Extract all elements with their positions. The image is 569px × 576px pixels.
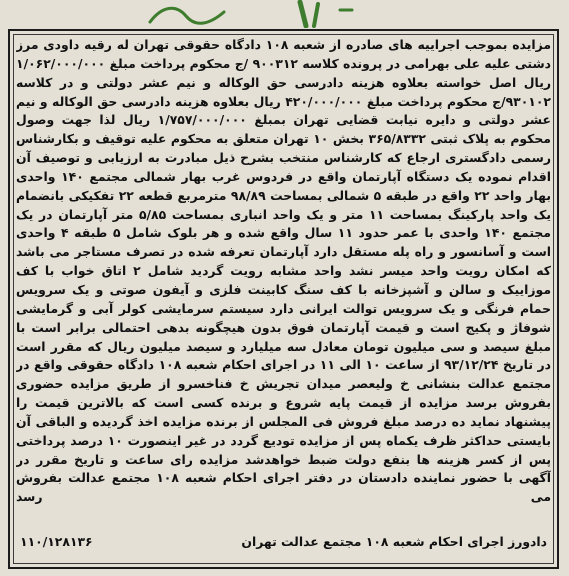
notice-signature: دادورز اجرای احکام شعبه ۱۰۸ مجتمع عدالت تهران xyxy=(241,533,547,549)
notice-footer xyxy=(20,530,547,552)
notice-reference-number: ۱۱۰/۱۲۸۱۳۶ xyxy=(20,533,93,549)
green-handwritten-mark xyxy=(0,0,569,28)
notice-body: مزایده بموجب اجراییه های صادره از شعبه ۱۰۸ دادگاه حقوقی تهران له رقیه داودی مرز دشتی علیه علی بهرامی در پرونده کلاسه ۹۰۰۳۱۲ /ج محکوم پرداخت مبلغ ۱/۰۶۲/۰۰۰/۰۰۰ ریال اصل خواسته بعلاوه هزینه دادرسی حق الوکاله و نیم عشر دولتی و در کلاسه ۹۳۰۱۰۲/ج محکوم پرداخت مبلغ ۴۲۰/۰۰۰/۰۰۰ ریال بعلاوه هزینه دادرسی حق الوکاله و نیم عشر دولتی و دایره نیابت قضایی تهران بمبلغ ۱/۷۵۷/۰۰۰/۰۰۰ ریال لذا جهت وصول محکوم به پلاک ثبتی ۳۶۵/۸۳۳۲ بخش ۱۰ تهران متعلق به محکوم علیه توقیف و بکارشناس رسمی دادگستری ارجاع که کارشناس منتخب بشرح ذیل مبادرت به ارزیابی و توصیف آن اقدام نموده یک دستگاه آپارتمان واقع در فردوس غرب بهار شمالی مجتمع ۱۴۰ واحدی بهار واحد ۲۲ واقع در طبقه ۵ شمالی بمساحت ۹۸/۸۹ مترمربع قطعه ۲۲ تفکیکی بانضمام یک واحد پارکینگ بمساحت ۱۱ متر و یک واحد انباری بمساحت ۵/۸۵ متر آپارتمان در یک مجتمع ۱۴۰ واحدی با عمر حدود ۱۱ سال واقع شده و هر بلوک شامل ۵ طبقه ۴ واحدی است و آسانسور و راه پله مستقل دارد آپارتمان تعرفه شده در تصرف مستاجر می باشد که امکان رویت واحد میسر نشد واحد مشابه رویت گردید شامل ۲ اتاق خواب با کف موزاییک و سالن و آشپزخانه با کف سنگ کابینت فلزی و آیفون صوتی و یک سرویس حمام فرنگی و یک سرویس توالت ایرانی دارد سیستم سرمایشی کولر آبی و گرمایشی شوفاژ و پکیج است و قیمت آپارتمان فوق بدون هیچگونه بدهی احتمالی برابر است با مبلغ سیصد و سی میلیون تومان معادل سه میلیارد و سیصد میلیون ریال که مقرر است در تاریخ ۹۳/۱۲/۲۴ از ساعت ۱۰ الی ۱۱ در اجرای احکام شعبه ۱۰۸ دادگاه حقوقی واقع در مجتمع عدالت بنشانی خ ولیعصر میدان تجریش خ فناخسرو از طریق مزایده حضوری بفروش برسد مزایده از قیمت پایه شروع و برنده کسی است که بالاترین قیمت را پیشنهاد نماید ده درصد مبلغ فروش فی المجلس از برنده مزایده اخذ گردیده و الباقی آن بایستی حداکثر ظرف یکماه پس از مزایده تودیع گردد در غیر اینصورت ۱۰ درصد پرداختی پس از کسر هزینه ها بنفع دولت ضبط خواهدشد مزایده رای ساعت و تاریخ مقرر در آگهی با حضور نماینده دادستان در دفتر اجرای احکام شعبه ۱۰۸ مجتمع عدالت بفروش می رسد xyxy=(16,37,551,505)
auction-notice-text xyxy=(16,36,551,526)
